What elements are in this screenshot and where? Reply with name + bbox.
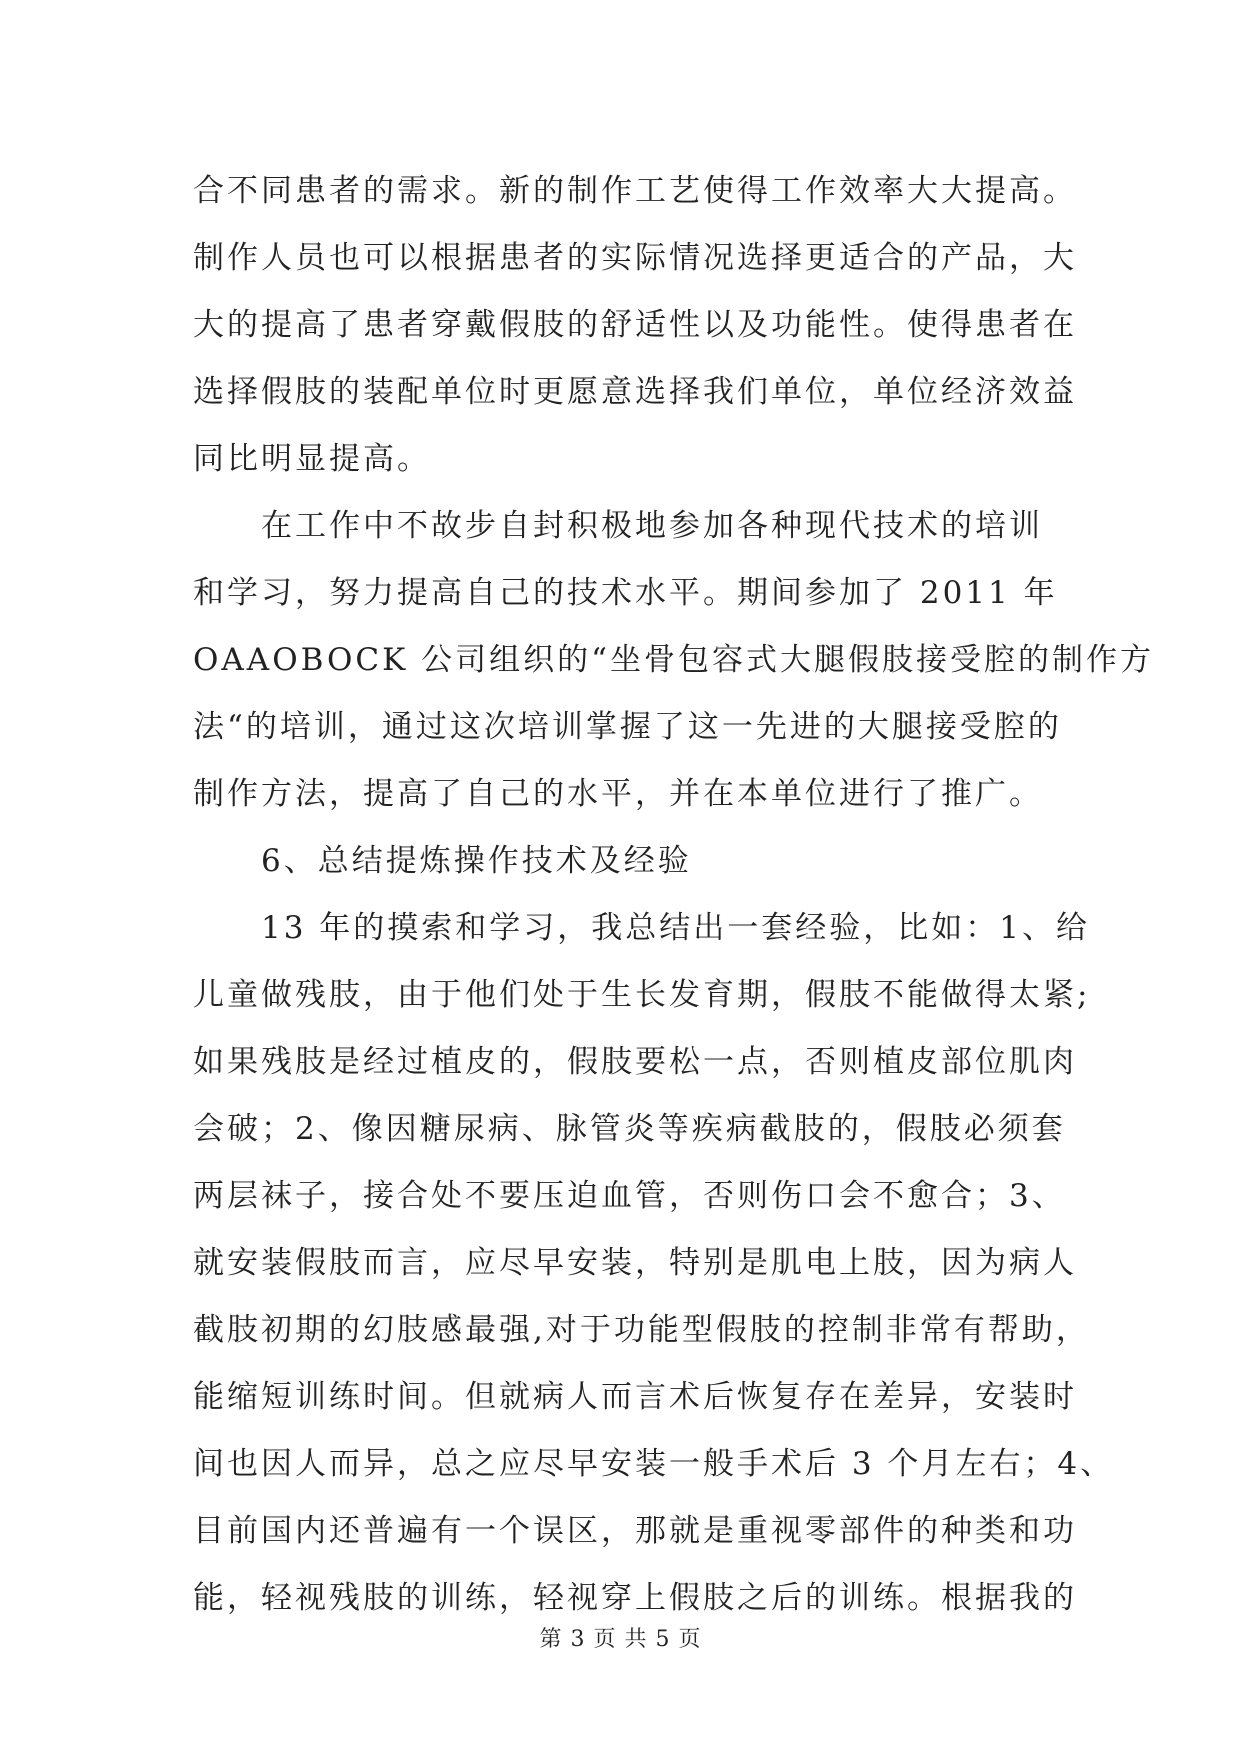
text-line-17: 就安装假肢而言，应尽早安装，特别是肌电上肢，因为病人 <box>193 1245 1077 1281</box>
page-number-footer: 第 3 页 共 5 页 <box>539 1627 702 1652</box>
text-line-16: 两层袜子，接合处不要压迫血管，否则伤口会不愈合；3、 <box>193 1178 1066 1214</box>
text-line-6: 在工作中不故步自封积极地参加各种现代技术的培训 <box>193 508 1043 544</box>
text-line-8: OAAOBOCK 公司组织的“坐骨包容式大腿假肢接受腔的制作方 <box>193 642 1154 678</box>
text-line-4: 选择假肢的装配单位时更愿意选择我们单位，单位经济效益 <box>193 374 1077 410</box>
text-line-13: 儿童做残肢，由于他们处于生长发育期，假肢不能做得太紧; <box>193 977 1091 1013</box>
text-line-10: 制作方法，提高了自己的水平，并在本单位进行了推广。 <box>193 776 1043 812</box>
text-line-9: 法“的培训，通过这次培训掌握了这一先进的大腿接受腔的 <box>193 709 1062 745</box>
document-body <box>193 158 1154 1632</box>
text-line-21: 目前国内还普遍有一个误区，那就是重视零部件的种类和功 <box>193 1513 1077 1549</box>
text-line-20: 间也因人而异，总之应尽早安装一般手术后 3 个月左右；4、 <box>193 1446 1115 1482</box>
text-line-19: 能缩短训练时间。但就病人而言术后恢复存在差异，安装时 <box>193 1379 1077 1415</box>
text-line-12: 13 年的摸索和学习，我总结出一套经验，比如：1、给 <box>193 910 1091 946</box>
text-line-5: 同比明显提高。 <box>193 441 431 477</box>
text-line-22: 能，轻视残肢的训练，轻视穿上假肢之后的训练。根据我的 <box>193 1580 1077 1616</box>
section-heading: 6、总结提炼操作技术及经验 <box>193 843 692 879</box>
text-line-15: 会破；2、像因糖尿病、脉管炎等疾病截肢的，假肢必须套 <box>193 1111 1066 1147</box>
text-line-18: 截肢初期的幻肢感最强,对于功能型假肢的控制非常有帮助， <box>193 1312 1090 1348</box>
text-line-1: 合不同患者的需求。新的制作工艺使得工作效率大大提高。 <box>193 173 1077 209</box>
text-line-3: 大的提高了患者穿戴假肢的舒适性以及功能性。使得患者在 <box>193 307 1077 343</box>
text-line-14: 如果残肢是经过植皮的，假肢要松一点，否则植皮部位肌肉 <box>193 1044 1077 1080</box>
text-line-7: 和学习，努力提高自己的技术水平。期间参加了 2011 年 <box>193 575 1058 611</box>
text-line-2: 制作人员也可以根据患者的实际情况选择更适合的产品，大 <box>193 240 1077 276</box>
